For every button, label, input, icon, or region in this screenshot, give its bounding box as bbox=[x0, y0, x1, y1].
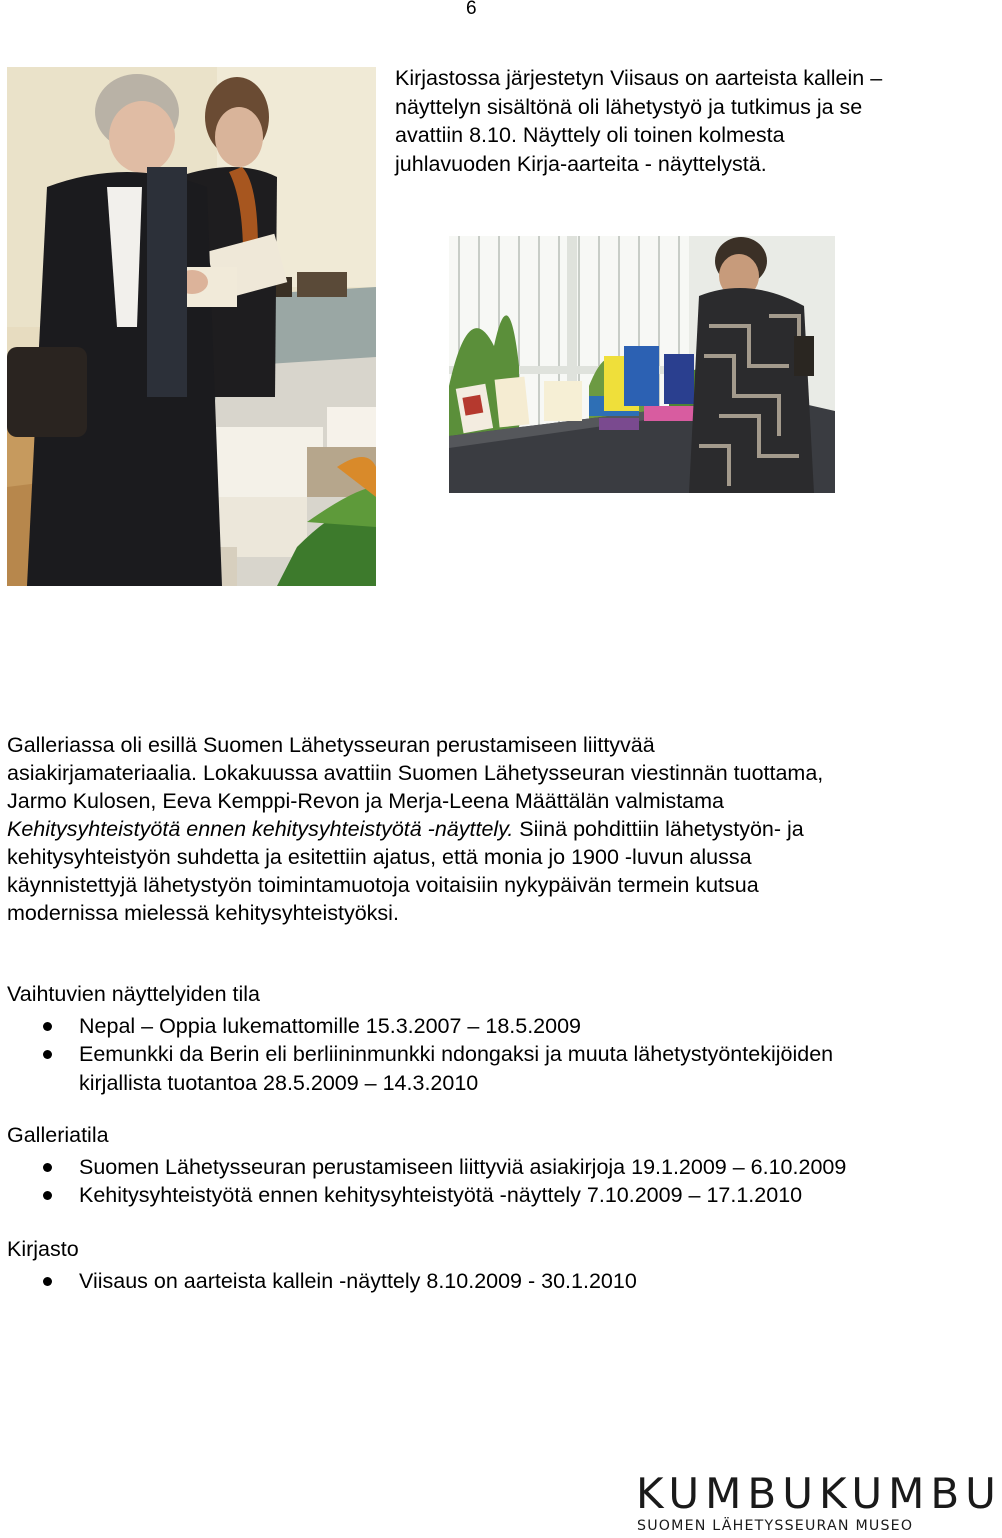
bullet-icon bbox=[43, 1050, 52, 1059]
exhibition-list bbox=[7, 1267, 637, 1296]
exhibition-visitors-photo bbox=[7, 67, 376, 586]
body-line: Galleriassa oli esillä Suomen Lähetysseuran perustamiseen liittyvää bbox=[7, 733, 655, 757]
library-display-photo bbox=[449, 236, 835, 493]
exhibition-title-italic: Kehitysyhteistyötä ennen kehitysyhteistyötä -näyttely. bbox=[7, 817, 514, 841]
body-paragraph bbox=[7, 731, 957, 927]
kumbukumbu-logo bbox=[636, 1469, 1002, 1534]
bullet-icon bbox=[43, 1191, 52, 1200]
body-line-rest: Siinä pohdittiin lähetystyön- ja bbox=[513, 817, 804, 841]
bullet-icon bbox=[43, 1277, 52, 1286]
caption-line: näyttelyn sisältönä oli lähetystyö ja tutkimus ja se bbox=[395, 94, 863, 119]
list-item bbox=[7, 1267, 637, 1296]
section-title: Kirjasto bbox=[7, 1237, 79, 1261]
caption-line: juhlavuoden Kirja-aarteita - näyttelystä. bbox=[395, 151, 767, 176]
list-item-text: Nepal – Oppia lukemattomille 15.3.2007 – 18.5.2009 bbox=[79, 1013, 582, 1038]
body-line: Jarmo Kulosen, Eeva Kemppi-Revon ja Merja-Leena Määttälän valmistama bbox=[7, 789, 725, 813]
section-changing-exhibitions bbox=[7, 980, 833, 1097]
list-item-text: Suomen Lähetysseuran perustamiseen liittyviä asiakirjoja 19.1.2009 – 6.10.2009 bbox=[79, 1154, 847, 1179]
list-item bbox=[7, 1181, 846, 1210]
body-line: käynnistettyjä lähetystyön toimintamuotoja voitaisiin nykypäivän termein kutsua bbox=[7, 873, 759, 897]
bullet-icon bbox=[43, 1022, 52, 1031]
section-title: Vaihtuvien näyttelyiden tila bbox=[7, 982, 260, 1006]
caption-line: Kirjastossa järjestetyn Viisaus on aarteista kallein – bbox=[395, 66, 883, 90]
section-library bbox=[7, 1235, 637, 1295]
list-item bbox=[7, 1040, 833, 1097]
caption-line: avattiin 8.10. Näyttely oli toinen kolmesta bbox=[395, 123, 785, 147]
list-item-text: kirjallista tuotantoa 28.5.2009 – 14.3.2010 bbox=[79, 1070, 479, 1095]
section-gallery bbox=[7, 1121, 846, 1210]
logo-subtitle: SUOMEN LÄHETYSSEURAN MUSEO bbox=[637, 1518, 914, 1534]
section-title: Galleriatila bbox=[7, 1123, 109, 1147]
exhibition-list bbox=[7, 1153, 846, 1210]
logo-wordmark: KUMBUKUMBU bbox=[636, 1469, 1002, 1518]
photo-caption bbox=[395, 64, 955, 178]
list-item-text: Viisaus on aarteista kallein -näyttely 8.10.2009 - 30.1.2010 bbox=[79, 1268, 637, 1293]
list-item bbox=[7, 1153, 846, 1182]
body-line: kehitysyhteistyön suhdetta ja esitettiin ajatus, että monia jo 1900 -luvun alussa bbox=[7, 845, 752, 869]
exhibition-list bbox=[7, 1012, 833, 1098]
page-number: 6 bbox=[466, 0, 477, 19]
list-item bbox=[7, 1012, 833, 1041]
body-line: modernissa mielessä kehitysyhteistyöksi. bbox=[7, 901, 399, 925]
bullet-icon bbox=[43, 1163, 52, 1172]
body-line bbox=[7, 815, 957, 843]
body-line: asiakirjamateriaalia. Lokakuussa avattiin Suomen Lähetysseuran viestinnän tuottama, bbox=[7, 761, 824, 785]
list-item-text: Eemunkki da Berin eli berliininmunkki ndongaksi ja muuta lähetystyöntekijöiden bbox=[79, 1042, 834, 1066]
list-item-text: Kehitysyhteistyötä ennen kehitysyhteistyötä -näyttely 7.10.2009 – 17.1.2010 bbox=[79, 1183, 803, 1207]
